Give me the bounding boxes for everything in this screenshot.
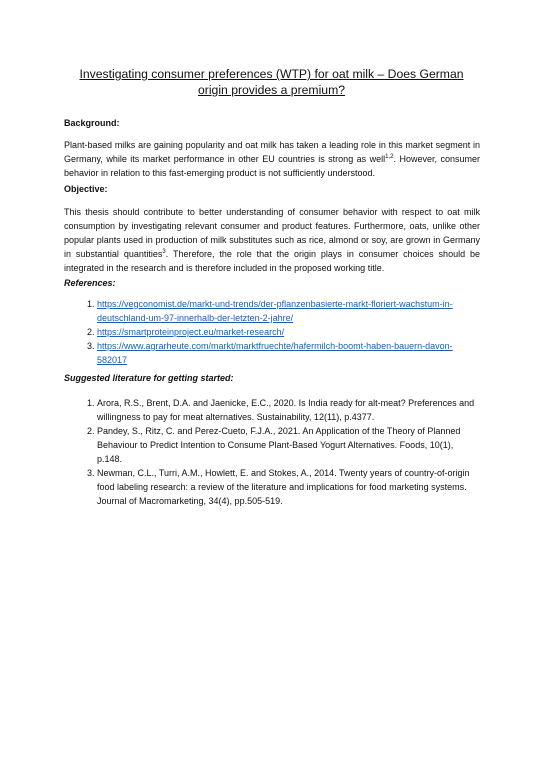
reference-link[interactable]: https://vegconomist.de/markt-und-trends/der-pflanzenbasierte-markt-floriert-wachstum-in-deutschland-um-97-innerhalb-der-letzten-2-jahre/ bbox=[97, 299, 453, 323]
references-list bbox=[64, 297, 480, 367]
reference-item bbox=[97, 297, 480, 325]
objective-section bbox=[64, 182, 480, 275]
background-text-1: Plant-based milks are gaining popularity and oat milk has taken a leading role in this market segment in Germany, while its market performance in other EU countries is strong as well bbox=[64, 140, 480, 164]
literature-heading: Suggested literature for getting started: bbox=[64, 373, 234, 383]
objective-text-1: This thesis should contribute to better understanding of consumer behavior with respect to oat milk consumption by investigating relevant consumer and product features. Furthermore, oats, unlike other popular plants used in production of milk substitutes such as rice, almond or soy, are grown in Germany in substantial quantities bbox=[64, 207, 480, 259]
reference-item bbox=[97, 339, 480, 367]
literature-item: 1. Arora, R.S., Brent, D.A. and Jaenicke, E.C., 2020. Is India ready for alt-meat? Preferences and willingness to pay for meat alternatives. Sustainability, 12(11), p.4377. bbox=[97, 396, 480, 424]
reference-link[interactable]: https://www.agrarheute.com/markt/marktfruechte/hafermilch-boomt-haben-bauern-davon-582017 bbox=[97, 341, 453, 365]
background-section bbox=[64, 116, 480, 180]
references-heading: References: bbox=[64, 278, 116, 288]
literature-list bbox=[64, 396, 480, 508]
reference-item bbox=[97, 325, 480, 339]
literature-item: 3. Newman, C.L., Turri, A.M., Howlett, E. and Stokes, A., 2014. Twenty years of country-of-origin food labeling research: a review of the literature and implications for food marketing systems. Journal of Macromarketing, 34(4), pp.505-519. bbox=[97, 466, 480, 508]
literature-section bbox=[64, 371, 480, 508]
objective-heading: Objective: bbox=[64, 184, 108, 194]
references-section bbox=[64, 276, 480, 367]
objective-paragraph bbox=[64, 205, 480, 275]
background-footnote-ref: 1,2 bbox=[385, 154, 394, 160]
reference-link[interactable]: https://smartproteinproject.eu/market-research/ bbox=[97, 327, 285, 337]
objective-text-2: . Therefore, the role that the origin plays in consumer choices should be integrated in the research and is therefore included in the proposed working title. bbox=[64, 249, 480, 273]
background-paragraph bbox=[64, 138, 480, 180]
document-title: Investigating consumer preferences (WTP) for oat milk – Does German origin provides a premium? bbox=[79, 67, 464, 97]
background-heading: Background: bbox=[64, 118, 120, 128]
background-text-2: . However, consumer behavior in relation to this fast-emerging product is not sufficiently understood. bbox=[64, 154, 480, 178]
objective-footnote-ref: 3 bbox=[162, 249, 166, 255]
literature-item: 2. Pandey, S., Ritz, C. and Perez-Cueto, F.J.A., 2021. An Application of the Theory of Planned Behaviour to Predict Intention to Consume Plant-Based Yogurt Alternatives. Foods, 10(1), p.148. bbox=[97, 424, 480, 466]
